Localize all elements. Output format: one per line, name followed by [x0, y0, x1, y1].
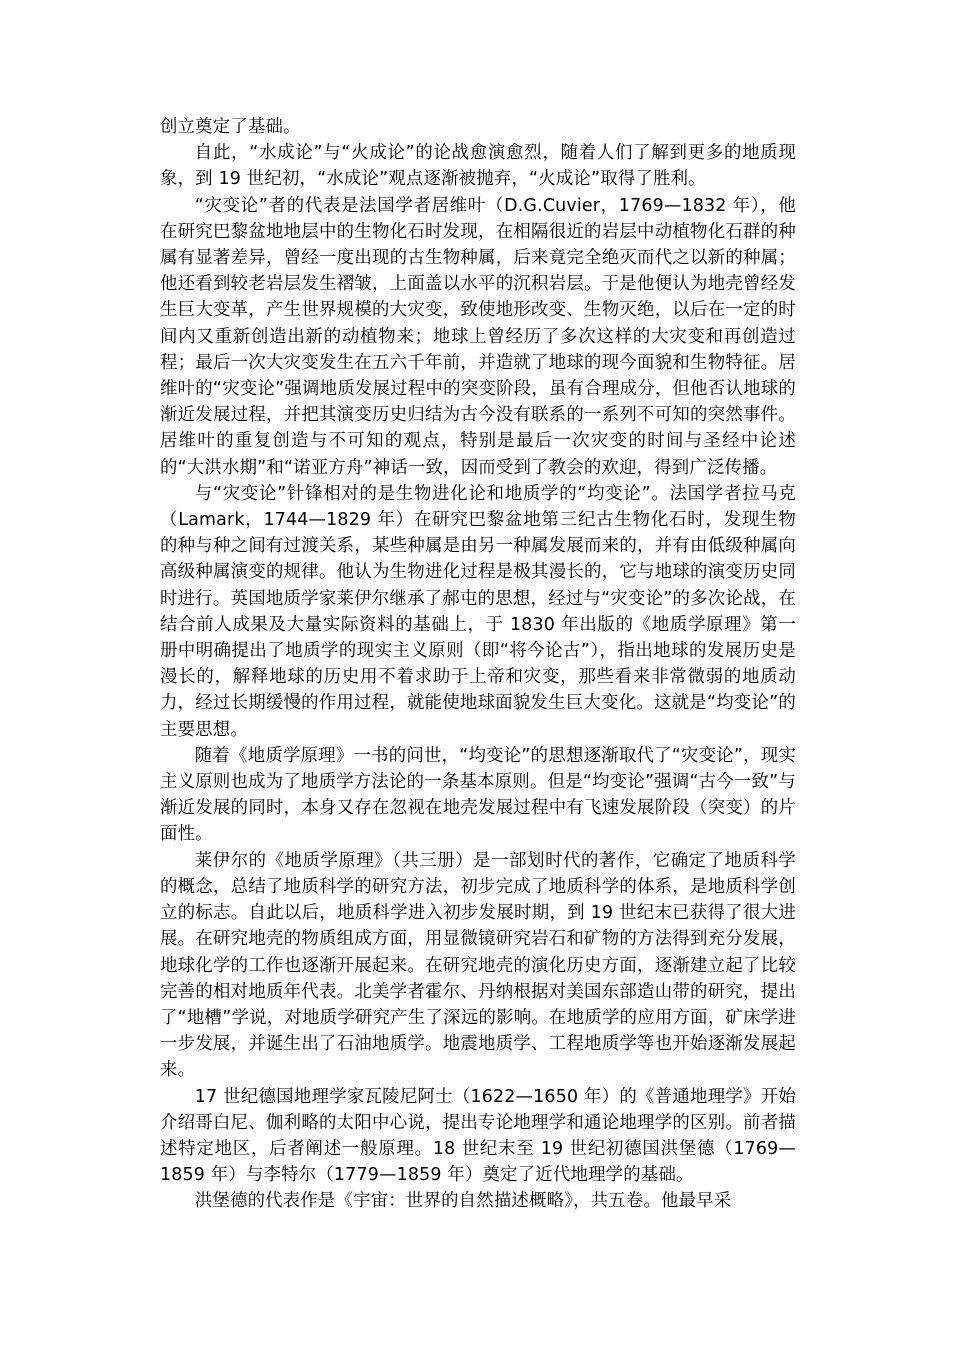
paragraph-1: 创立奠定了基础。 [160, 117, 301, 137]
paragraph-3: “灾变论”者的代表是法国学者居维叶（D.G.Cuvier，1769—1832 年），他在研究巴黎盆地地层中的生物化石时发现，在相隔很近的岩层中动植物化石群的种属有显著差异，曾经一度出现的古生物种属，后来竟完全绝灭而代之以新的种属；他还看到较老岩层发生褶皱，上面盖以水平的沉积岩层。于是他便认为地壳曾经发生巨大变革，产生世界规模的大灾变，致使地形改变、生物灭绝，以后在一定的时间内又重新创造出新的动植物来；地球上曾经历了多次这样的大灾变和再创造过程；最后一次大灾变发生在五六千年前，并造就了地球的现今面貌和生物特征。居维叶的“灾变论”强调地质发展过程中的突变阶段，虽有合理成分，但他否认地球的渐近发展过程，并把其演变历史归结为古今没有联系的一系列不可知的突然事件。居维叶的重复创造与不可知的观点，特别是最后一次灾变的时间与圣经中论述的“大洪水期”和“诺亚方舟”神话一致，因而受到了教会的欢迎，得到广泛传播。 [160, 195, 796, 478]
paragraph-5: 随着《地质学原理》一书的问世，“均变论”的思想逐渐取代了“灾变论”，现实主义原则也成为了地质学方法论的一条基本原则。但是“均变论”强调“古今一致”与渐近发展的同时，本身又存在忽视在地壳发展过程中有飞速发展阶段（突变）的片面性。 [160, 745, 796, 845]
paragraph-4: 与“灾变论”针锋相对的是生物进化论和地质学的“均变论”。法国学者拉马克（Lamark，1744—1829 年）在研究巴黎盆地第三纪古生物化石时，发现生物的种与种之间有过渡关系，某些种属是由另一种属发展而来的，并有由低级种属向高级种属演变的规律。他认为生物进化过程是极其漫长的，它与地球的演变历史同时进行。英国地质学家莱伊尔继承了郝屯的思想，经过与“灾变论”的多次论战，在结合前人成果及大量实际资料的基础上，于 1830 年出版的《地质学原理》第一册中明确提出了地质学的现实主义原则（即“将今论古”），指出地球的发展历史是漫长的，解释地球的历史用不着求助于上帝和灾变，那些看来非常微弱的地质动力，经过长期缓慢的作用过程，就能使地球面貌发生巨大变化。这就是“均变论”的主要思想。 [160, 483, 796, 740]
paragraph-2: 自此，“水成论”与“火成论”的论战愈演愈烈，随着人们了解到更多的地质现象，到 19 世纪初，“水成论”观点逐渐被抛弃，“火成论”取得了胜利。 [160, 143, 796, 190]
paragraph-6: 莱伊尔的《地质学原理》（共三册）是一部划时代的著作，它确定了地质科学的概念，总结了地质科学的研究方法，初步完成了地质科学的体系，是地质科学创立的标志。自此以后，地质科学进入初步发展时期，到 19 世纪末已获得了很大进展。在研究地壳的物质组成方面，用显微镜研究岩石和矿物的方法得到充分发展，地球化学的工作也逐渐开展起来。在研究地壳的演化历史方面，逐渐建立起了比较完善的相对地质年代表。北美学者霍尔、丹纳根据对美国东部造山带的研究，提出了“地槽”学说，对地质学研究产生了深远的影响。在地质学的应用方面，矿床学进一步发展，并诞生出了石油地质学。地震地质学、工程地质学等也开始逐渐发展起来。 [160, 850, 796, 1081]
document-body [160, 114, 796, 1215]
paragraph-7: 17 世纪德国地理学家瓦陵尼阿士（1622—1650 年）的《普通地理学》开始介绍哥白尼、伽利略的太阳中心说，提出专论地理学和通论地理学的区别。前者描述特定地区，后者阐述一般原理。18 世纪末至 19 世纪初德国洪堡德（1769—1859 年）与李特尔（1779—1859 年）奠定了近代地理学的基础。 [160, 1086, 796, 1186]
paragraph-8: 洪堡德的代表作是《宇宙：世界的自然描述概略》，共五卷。他最早采 [194, 1191, 732, 1212]
